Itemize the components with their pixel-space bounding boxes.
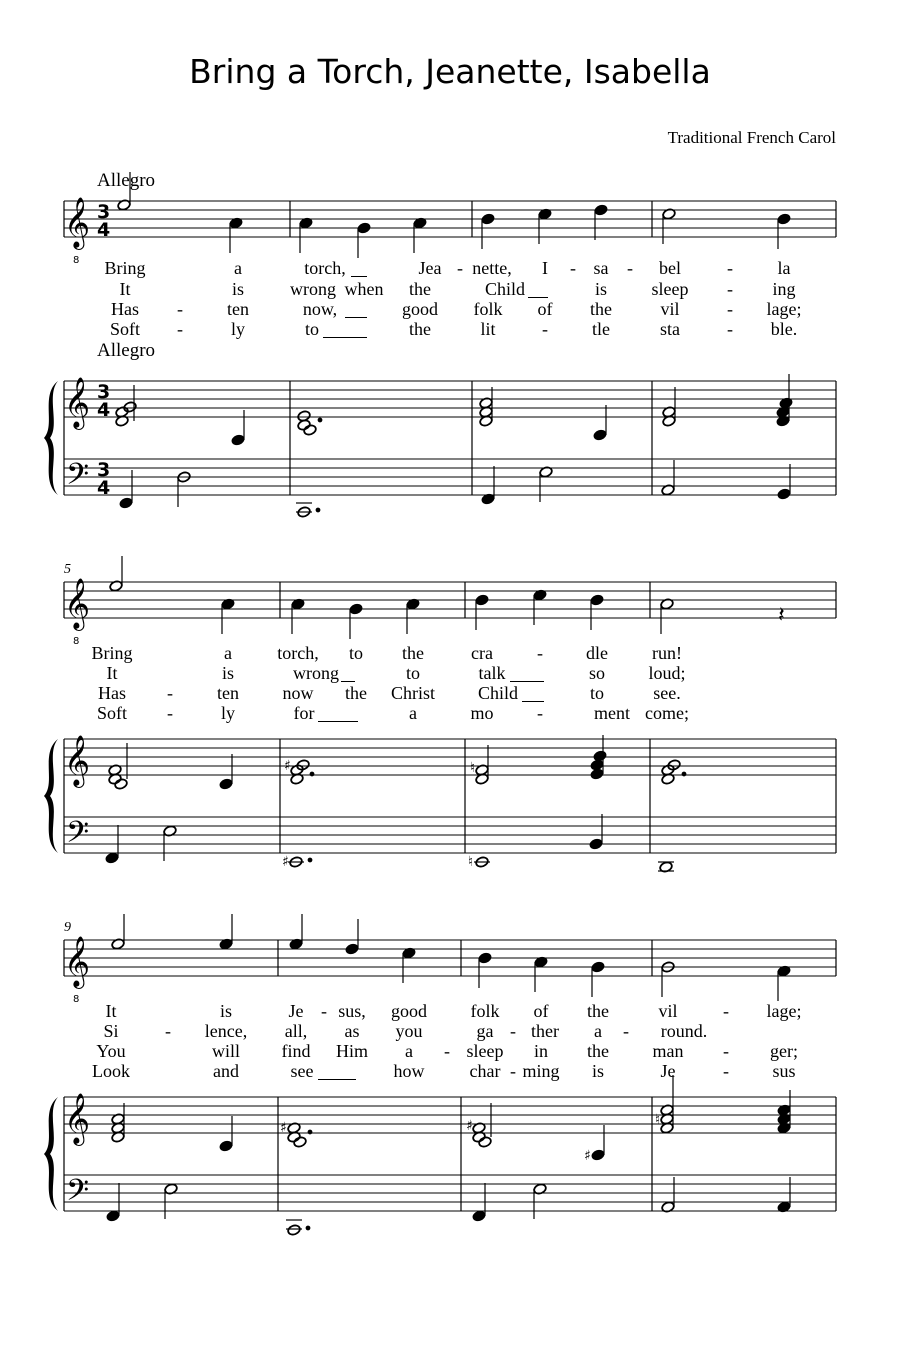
piano-treble-notes (108, 735, 686, 790)
lyric-syllable: dle (586, 643, 608, 663)
hyphen: - (570, 258, 576, 278)
lyric-syllable: see (290, 1061, 314, 1081)
hyphen: - (177, 299, 183, 319)
lyric-syllable: of (533, 1001, 549, 1021)
hyphen: - (165, 1021, 171, 1041)
hyphen: - (444, 1041, 450, 1061)
lyric-syllable: tle (592, 319, 610, 339)
svg-text:♯: ♯ (584, 1148, 591, 1164)
lyric-syllable: ment (594, 703, 630, 723)
hyphen: - (727, 258, 733, 278)
lyric-syllable: ga (476, 1021, 494, 1041)
lyric-syllable: is (231, 279, 245, 299)
lyric-syllable: you (395, 1021, 423, 1041)
lyric-syllable: It (105, 1001, 117, 1021)
vocal-staff (64, 582, 836, 618)
hyphen: - (510, 1021, 516, 1041)
time-signature-bottom: 4 (97, 477, 111, 499)
lyric-syllable: to (589, 683, 605, 703)
lyric-syllable: find (281, 1041, 311, 1061)
lyric-syllable: so (588, 663, 606, 683)
lyric-syllable: come; (645, 703, 689, 723)
lyric-syllable: as (344, 1021, 360, 1041)
svg-text:♮: ♮ (468, 854, 474, 870)
hyphen: - (723, 1001, 729, 1021)
lyric-syllable: the (409, 279, 431, 299)
hyphen: - (537, 703, 543, 723)
bass-clef: 𝄢 (66, 458, 90, 499)
lyric-syllable: wrong (293, 663, 339, 683)
bass-clef: 𝄢 (66, 816, 90, 857)
hyphen: - (723, 1061, 729, 1081)
lyric-syllable: wrong (290, 279, 336, 299)
brace (44, 381, 58, 1211)
lyric-syllable: will (211, 1041, 241, 1061)
svg-text:♯: ♯ (284, 758, 291, 774)
vocal-notes (109, 556, 785, 639)
piano-treble-staff (64, 739, 836, 775)
lyric-syllable: ly (220, 703, 236, 723)
lyric-syllable: is (221, 663, 235, 683)
lyric-syllable: Bring (91, 643, 133, 663)
lyric-syllable: I (542, 258, 548, 278)
hyphen: - (457, 258, 463, 278)
lyric-syllable: loud; (648, 663, 686, 683)
clef-octave-marker: 8 (73, 255, 80, 266)
time-signature-top: 3 (97, 381, 111, 403)
svg-text:♯: ♯ (280, 1120, 287, 1136)
piano-bass-staff (64, 459, 836, 495)
lyric-syllable: folk (473, 299, 503, 319)
hyphen: - (321, 1001, 327, 1021)
hyphen: - (177, 319, 183, 339)
lyric-syllable: now (282, 683, 314, 703)
vocal-notes (117, 172, 791, 258)
lyric-syllable: ming (522, 1061, 560, 1081)
time-signature-bottom: 4 (97, 219, 111, 241)
lyric-syllable: Je (288, 1001, 304, 1021)
lyric-syllable: lence, (204, 1021, 248, 1041)
lyric-syllable: Has (111, 299, 139, 319)
lyric-syllable: Soft (109, 319, 141, 339)
lyric-syllable: folk (470, 1001, 500, 1021)
lyric-syllable: all, (284, 1021, 308, 1041)
lyric-syllable: the (587, 1041, 609, 1061)
hyphen: - (727, 319, 733, 339)
lyric-syllable: a (234, 258, 242, 278)
lyric-syllable: Je (660, 1061, 676, 1081)
lyric-syllable: nette, (472, 258, 512, 278)
lyric-syllable: Bring (104, 258, 146, 278)
lyric-syllable: It (119, 279, 131, 299)
svg-text:♮: ♮ (655, 1112, 661, 1128)
lyric-syllable: Has (98, 683, 126, 703)
hyphen: - (537, 643, 543, 663)
lyric-syllable: ing (772, 279, 796, 299)
treble-clef: 𝄞 (64, 936, 91, 987)
lyric-syllable: Jea (418, 258, 442, 278)
lyric-syllable: now, (302, 299, 338, 319)
piano-treble-staff (64, 381, 836, 417)
lyric-syllable: lage; (766, 299, 802, 319)
lyric-syllable: sus, (338, 1001, 366, 1021)
hyphen: - (167, 703, 173, 723)
treble-clef: 𝄞 (64, 197, 91, 248)
lyric-syllable: is (594, 279, 608, 299)
lyric-syllable: for (293, 703, 315, 723)
measure-number: 9 (64, 920, 71, 935)
lyric-syllable: torch, (277, 643, 319, 663)
lyric-syllable: good (402, 299, 438, 319)
piano-bass-staff (64, 1175, 836, 1211)
piano-treble-notes (115, 374, 793, 446)
lyric-syllable: the (345, 683, 367, 703)
hyphen: - (542, 319, 548, 339)
lyric-syllable: lit (480, 319, 496, 339)
lyric-syllable: You (96, 1041, 126, 1061)
piano-bass-notes (119, 460, 791, 518)
lyric-syllable: It (106, 663, 118, 683)
lyric-syllable: a (594, 1021, 602, 1041)
lyric-syllable: the (590, 299, 612, 319)
svg-text:♯: ♯ (466, 1118, 473, 1134)
lyric-syllable: the (402, 643, 424, 663)
hyphen: - (167, 683, 173, 703)
clef-octave-marker: 8 (73, 994, 80, 1005)
lyric-syllable: is (591, 1061, 605, 1081)
measure-number: 5 (64, 562, 71, 577)
vocal-staff (64, 201, 836, 237)
lyric-syllable: mo (470, 703, 494, 723)
hyphen: - (723, 1041, 729, 1061)
hyphen: - (623, 1021, 629, 1041)
lyric-syllable: when (344, 279, 384, 299)
lyric-syllable: sus (772, 1061, 796, 1081)
lyric-syllable: torch, (304, 258, 346, 278)
piano-bass-staff (64, 817, 836, 853)
quarter-rest: 𝄽 (778, 603, 785, 628)
time-signature-top: 3 (97, 459, 111, 481)
lyric-syllable: talk (478, 663, 506, 683)
lyric-syllable: to (348, 643, 364, 663)
hyphen: - (627, 258, 633, 278)
lyric-syllable: see. (653, 683, 681, 703)
lyric-syllable: lage; (766, 1001, 802, 1021)
piano-bass-notes (106, 1177, 791, 1236)
lyric-syllable: vil (658, 1001, 678, 1021)
tempo-marking-vocal: Allegro (97, 170, 156, 191)
lyric-syllable: of (537, 299, 553, 319)
lyric-syllable: ten (227, 299, 249, 319)
lyric-syllable: la (777, 258, 791, 278)
lyric-syllable: Si (103, 1021, 119, 1041)
lyric-syllable: sa (593, 258, 609, 278)
lyric-syllable: vil (660, 299, 680, 319)
lyric-syllable: Child (484, 279, 526, 299)
lyric-syllable: sleep (651, 279, 689, 299)
hyphen: - (727, 299, 733, 319)
lyric-syllable: how (393, 1061, 425, 1081)
lyric-syllable: Him (335, 1041, 369, 1061)
treble-clef: 𝄞 (64, 377, 91, 428)
lyric-syllable: char (469, 1061, 501, 1081)
lyric-syllable: ten (217, 683, 239, 703)
lyric-syllable: sta (660, 319, 680, 339)
lyric-syllable: a (224, 643, 232, 663)
lyric-syllable: to (405, 663, 421, 683)
hyphen: - (510, 1061, 516, 1081)
lyric-syllable: ble. (770, 319, 798, 339)
lyric-syllable: to (304, 319, 320, 339)
piano-treble-notes (111, 1075, 791, 1164)
lyric-syllable: ther (531, 1021, 559, 1041)
lyric-syllable: run! (652, 643, 682, 663)
lyric-syllable: Christ (390, 683, 436, 703)
lyric-syllable: bel (659, 258, 681, 278)
lyric-syllable: the (587, 1001, 609, 1021)
lyric-syllable: the (409, 319, 431, 339)
time-signature-bottom: 4 (97, 399, 111, 421)
lyric-syllable: good (391, 1001, 427, 1021)
clef-octave-marker: 8 (73, 636, 80, 647)
lyric-syllable: ger; (770, 1041, 798, 1061)
lyric-syllable: cra (471, 643, 493, 663)
lyric-syllable: Look (92, 1061, 130, 1081)
lyric-syllable: Child (477, 683, 519, 703)
lyric-syllable: Soft (96, 703, 128, 723)
vocal-staff (64, 940, 836, 976)
lyric-syllable: in (533, 1041, 549, 1061)
lyric-syllable: a (409, 703, 417, 723)
lyric-syllable: and (213, 1061, 239, 1081)
tempo-marking-piano: Allegro (97, 340, 156, 361)
svg-text:♮: ♮ (470, 760, 476, 776)
svg-text:♯: ♯ (282, 854, 289, 870)
lyric-syllable: is (219, 1001, 233, 1021)
piano-treble-staff (64, 1097, 836, 1133)
hyphen: - (727, 279, 733, 299)
composer-credit: Traditional French Carol (667, 128, 836, 147)
page-title: Bring a Torch, Jeanette, Isabella (189, 52, 711, 91)
treble-clef: 𝄞 (64, 578, 91, 629)
bass-clef: 𝄢 (66, 1174, 90, 1215)
lyric-syllable: man (652, 1041, 684, 1061)
lyric-syllable: ly (230, 319, 246, 339)
lyric-syllable: sleep (466, 1041, 504, 1061)
time-signature-top: 3 (97, 201, 111, 223)
lyric-syllable: a (405, 1041, 413, 1061)
lyric-syllable: round. (660, 1021, 708, 1041)
treble-clef: 𝄞 (64, 1093, 91, 1144)
treble-clef: 𝄞 (64, 735, 91, 786)
